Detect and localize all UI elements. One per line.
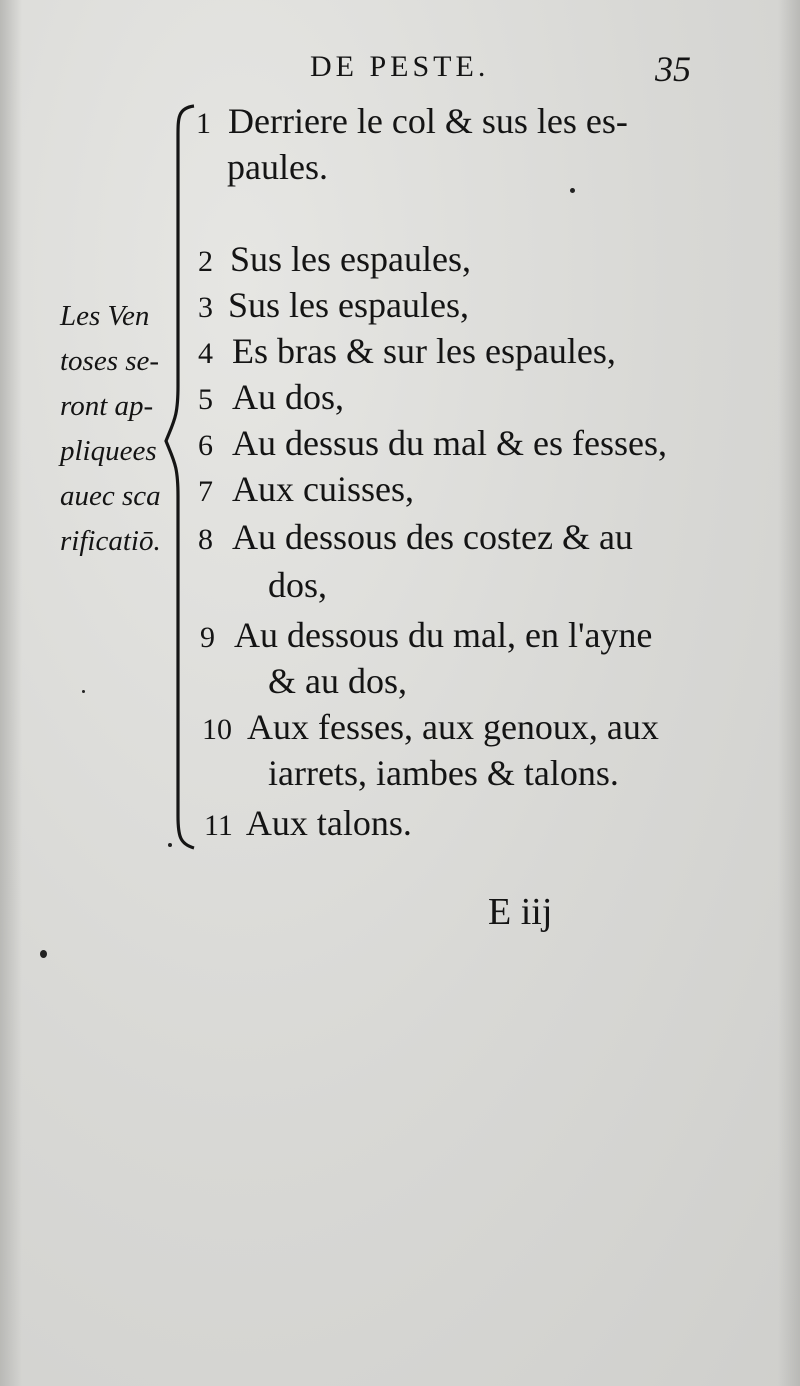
- list-item-continuation: & au dos,: [268, 661, 407, 701]
- list-item: [196, 98, 628, 147]
- ink-speck: [40, 950, 47, 958]
- page-edge-shadow-right: [778, 0, 800, 1386]
- list-item: [198, 420, 667, 469]
- list-item: [198, 282, 469, 331]
- list-item: [202, 704, 659, 753]
- item-text: Es bras & sur les espaules,: [232, 331, 616, 371]
- item-number: 1: [196, 107, 211, 140]
- signature-mark: E iij: [488, 891, 553, 933]
- list-item: [200, 612, 652, 661]
- item-text: Au dessous du mal, en l'ayne: [234, 615, 653, 655]
- list-item: [198, 374, 344, 423]
- item-number: 11: [204, 809, 233, 842]
- item-text: Derriere le col & sus les es-: [228, 101, 628, 141]
- margin-note-line: ront ap-: [60, 390, 154, 422]
- page-number: 35: [655, 49, 691, 89]
- item-number: 8: [198, 523, 213, 556]
- item-text: Aux cuisses,: [232, 469, 414, 509]
- ink-speck: [82, 690, 85, 693]
- list-item: [198, 466, 414, 515]
- item-text: Au dessous des costez & au: [232, 517, 633, 557]
- item-number: 2: [198, 245, 213, 278]
- item-text: Aux fesses, aux genoux, aux: [247, 707, 659, 747]
- list-item-continuation: iarrets, iambes & talons.: [268, 753, 619, 793]
- item-number: 6: [198, 429, 213, 462]
- item-number: 3: [198, 291, 213, 324]
- item-text: Sus les espaules,: [230, 239, 471, 279]
- item-number: 7: [198, 475, 213, 508]
- ink-speck: [168, 843, 172, 847]
- item-number: 10: [202, 713, 232, 746]
- item-text: Au dessus du mal & es fesses,: [232, 423, 667, 463]
- item-text: Au dos,: [232, 377, 345, 417]
- list-item: [198, 514, 633, 563]
- margin-note-line: toses se-: [60, 345, 160, 377]
- list-item: [204, 800, 412, 849]
- list-item: [198, 236, 471, 285]
- margin-note-line: rificatiō.: [60, 525, 161, 557]
- list-item-continuation: dos,: [268, 565, 328, 605]
- item-number: 9: [200, 621, 215, 654]
- running-head: DE PESTE.: [310, 50, 490, 83]
- margin-note-line: auec sca: [60, 480, 161, 512]
- item-text: Sus les espaules,: [228, 285, 469, 325]
- list-item: [198, 328, 616, 377]
- list-item-continuation: paules.: [227, 147, 328, 187]
- item-number: 5: [198, 383, 213, 416]
- page-edge-shadow-left: [0, 0, 22, 1386]
- margin-note-line: pliquees: [60, 435, 157, 467]
- ink-speck: [570, 188, 575, 193]
- item-number: 4: [198, 337, 213, 370]
- item-text: Aux talons.: [245, 803, 412, 843]
- margin-note-line: Les Ven: [60, 300, 150, 332]
